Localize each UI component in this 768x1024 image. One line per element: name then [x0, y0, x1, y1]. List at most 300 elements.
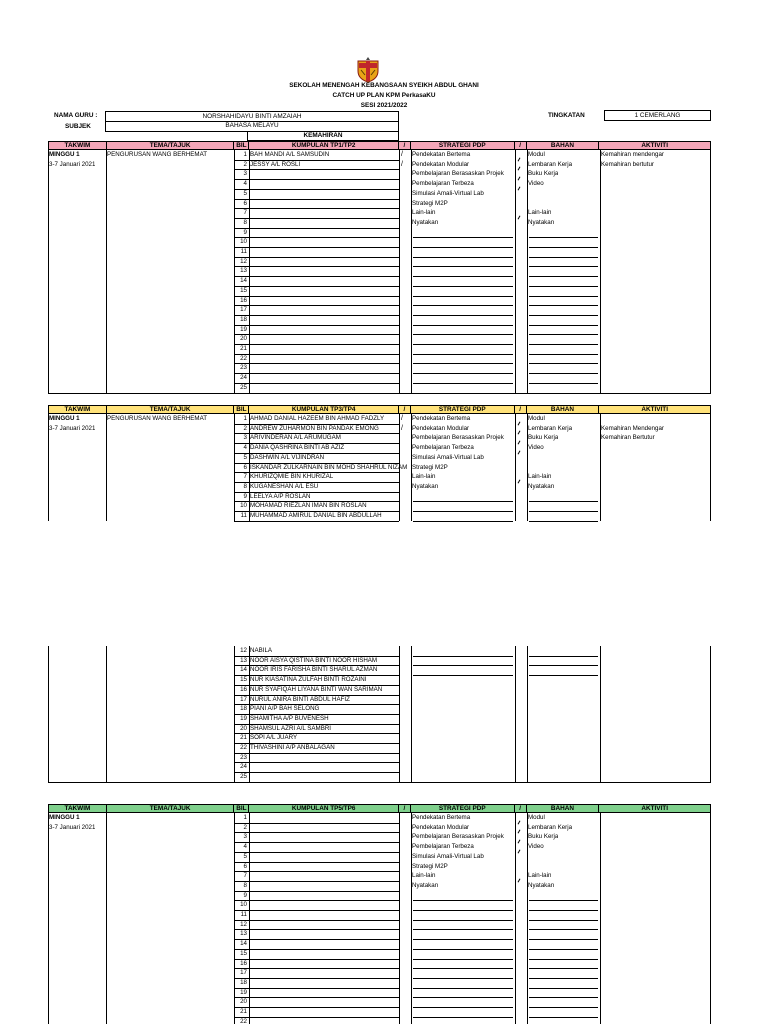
row-number: 2 — [243, 823, 247, 831]
row-line — [234, 772, 399, 773]
bahan-option[interactable]: Nyatakan — [528, 218, 555, 226]
strategi-option[interactable]: Strategi M2P — [412, 199, 448, 207]
column-line — [411, 646, 412, 782]
strategi-blank-line — [413, 900, 513, 901]
column-line — [48, 150, 49, 393]
strategi-blank-line — [413, 501, 513, 502]
bahan-option[interactable]: Modul — [528, 814, 545, 821]
bahan-option[interactable]: Nyatakan — [528, 482, 555, 490]
row-number: 11 — [240, 512, 247, 519]
row-line — [234, 305, 399, 306]
row-line — [234, 354, 399, 355]
row-number: 15 — [240, 286, 247, 294]
row-line — [234, 949, 399, 950]
column-line — [249, 813, 250, 1024]
row-number: 4 — [243, 444, 247, 452]
strategi-option[interactable]: Pembelajaran Berasaskan Projek — [412, 170, 504, 178]
aktiviti-item: Kemahiran mendengar — [601, 151, 664, 158]
row-number: 15 — [240, 676, 247, 684]
bahan-option[interactable]: Lain-lain — [528, 473, 552, 481]
section-header-row — [48, 141, 711, 150]
bahan-blank-line — [529, 988, 598, 989]
bahan-blank-line — [529, 383, 598, 384]
strategi-option[interactable]: Simulasi Amali-Virtual Lab — [412, 852, 484, 860]
plan-section-1 — [48, 141, 711, 396]
bahan-option[interactable]: Modul — [528, 151, 545, 158]
form-label: TINGKATAN — [548, 112, 585, 119]
bahan-blank-line — [529, 521, 598, 522]
row-line — [234, 286, 399, 287]
tema-tajuk: PENGURUSAN WANG BERHEMAT — [107, 151, 208, 158]
student-name[interactable]: NUR SYAFIQAH LIYANA BINTI WAN SARIMAN — [250, 685, 383, 693]
bahan-blank-line — [529, 968, 598, 969]
row-line — [234, 910, 399, 911]
bahan-blank-line — [529, 334, 598, 335]
row-number: 3 — [243, 833, 247, 841]
student-name[interactable]: KUGANESHAN A/L ESU — [250, 482, 319, 490]
strategi-option[interactable]: Pendekatan Modular — [412, 823, 470, 831]
header-bahan: BAHAN — [527, 406, 600, 413]
student-name[interactable]: PIANI A/P BAH SELONG — [250, 705, 320, 713]
row-line — [234, 247, 399, 248]
row-number: 2 — [243, 160, 247, 168]
section-header-row — [48, 405, 711, 414]
session-label: SESI 2021/2022 — [360, 102, 408, 109]
header-tick2: / — [515, 805, 527, 812]
checkmark: / — [401, 151, 403, 158]
row-number: 14 — [240, 666, 247, 674]
aktiviti-item: Kemahiran Bertutur — [601, 434, 655, 442]
strategi-option[interactable]: Nyatakan — [412, 218, 439, 226]
bahan-blank-line — [529, 900, 598, 901]
header-kumpulan: KUMPULAN TP3/TP4 — [249, 406, 399, 413]
row-number: 8 — [243, 482, 247, 490]
student-name[interactable]: DANIA QASHRINA BINTI AB AZIZ — [250, 444, 345, 452]
row-number: 13 — [240, 930, 247, 938]
row-number: 21 — [240, 345, 247, 352]
bahan-blank-line — [529, 978, 598, 979]
row-number: 16 — [240, 685, 247, 693]
row-number: 11 — [240, 248, 247, 255]
row-line — [234, 266, 399, 267]
student-name[interactable]: MUHAMMAD AMIRUL DANIAL BIN ABDULLAH — [250, 512, 382, 519]
row-number: 10 — [240, 901, 247, 909]
header-strategi: STRATEGI PDP — [411, 406, 515, 413]
row-number: 22 — [240, 744, 247, 751]
row-number: 4 — [243, 180, 247, 188]
row-line — [234, 189, 399, 190]
strategi-option[interactable]: Lain-lain — [412, 473, 436, 481]
strategi-option[interactable]: Pembelajaran Terbeza — [412, 444, 474, 452]
column-line — [515, 646, 516, 782]
column-line — [710, 813, 711, 1024]
row-number: 19 — [240, 714, 247, 722]
row-number: 16 — [240, 296, 247, 304]
row-number: 12 — [240, 647, 247, 654]
column-line — [106, 646, 107, 782]
bahan-blank-line — [529, 373, 598, 374]
strategi-blank-line — [413, 373, 513, 374]
strategi-blank-line — [413, 315, 513, 316]
column-line — [106, 813, 107, 1024]
row-number: 24 — [240, 374, 247, 382]
strategi-option[interactable]: Pendekatan Modular — [412, 424, 470, 432]
row-number: 7 — [243, 872, 247, 880]
row-line — [234, 276, 399, 277]
row-number: 17 — [240, 306, 247, 314]
row-number: 8 — [243, 218, 247, 226]
row-number: 16 — [240, 959, 247, 967]
bahan-blank-line — [529, 929, 598, 930]
bahan-option[interactable]: Nyatakan — [528, 881, 555, 889]
strategi-blank-line — [413, 978, 513, 979]
section-bottom-line — [48, 782, 711, 783]
skill-header — [247, 131, 399, 141]
strategi-blank-line — [413, 521, 513, 522]
row-line — [234, 344, 399, 345]
row-line — [234, 852, 399, 853]
bahan-blank-line — [529, 959, 598, 960]
student-name[interactable]: KHURIZQMIE BIN KHURIZAL — [250, 473, 334, 481]
row-number: 4 — [243, 843, 247, 851]
row-line — [234, 363, 399, 364]
column-line — [600, 646, 601, 782]
column-line — [106, 150, 107, 393]
row-line — [234, 978, 399, 979]
row-number: 25 — [240, 773, 247, 781]
header-tick1: / — [399, 406, 411, 413]
bahan-blank-line — [529, 257, 598, 258]
header-bahan: BAHAN — [527, 805, 600, 812]
row-line — [234, 383, 399, 384]
strategi-option[interactable]: Pembelajaran Berasaskan Projek — [412, 434, 504, 442]
bahan-option[interactable]: Video — [528, 843, 544, 851]
strategi-blank-line — [413, 276, 513, 277]
row-number: 23 — [240, 753, 247, 761]
row-line — [234, 753, 399, 754]
header-aktiviti: AKTIVITI — [641, 406, 668, 413]
header-bil: BIL — [234, 406, 249, 413]
strategi-option[interactable]: Simulasi Amali-Virtual Lab — [412, 189, 484, 197]
strategi-blank-line — [413, 237, 513, 238]
strategi-option[interactable]: Strategi M2P — [412, 862, 448, 870]
header-tick1: / — [399, 142, 411, 149]
strategi-blank-line — [413, 997, 513, 998]
header-takwim: TAKWIM — [49, 406, 107, 413]
bahan-option[interactable]: Buku Kerja — [528, 833, 559, 841]
student-name[interactable]: NUR KIASATINA ZULFAH BINTI ROZAINI — [250, 676, 367, 684]
tema-tajuk: PENGURUSAN WANG BERHEMAT — [107, 415, 208, 422]
strategi-blank-line — [413, 511, 513, 512]
bahan-option[interactable]: Lembaran Kerja — [528, 160, 573, 168]
strategi-option[interactable]: Pendekatan Bertema — [412, 415, 471, 422]
header-tema: TEMA/TAJUK — [107, 142, 235, 149]
row-line — [234, 762, 399, 763]
row-number: 5 — [243, 852, 247, 860]
strategi-blank-line — [413, 266, 513, 267]
column-line — [48, 646, 49, 782]
strategi-blank-line — [413, 247, 513, 248]
student-name[interactable]: SHAMSUL AZRI A/L SAMBRI — [250, 724, 332, 732]
bahan-blank-line — [529, 344, 598, 345]
strategi-blank-line — [413, 1017, 513, 1018]
student-name[interactable]: SHAMITHA A/P BUVENESH — [250, 714, 329, 722]
header-tema: TEMA/TAJUK — [107, 805, 235, 812]
strategi-option[interactable]: Pendekatan Modular — [412, 160, 470, 168]
form-value: 1 CEMERLANG — [634, 112, 681, 119]
student-name[interactable]: NABILA — [250, 647, 273, 654]
row-number: 11 — [240, 911, 247, 918]
student-name[interactable]: SOPI A/L JUARY — [250, 734, 298, 742]
row-number: 18 — [240, 978, 247, 986]
student-name[interactable]: ARIVINDERAN A/L ARUMUGAM — [250, 434, 341, 442]
strategi-option[interactable]: Pembelajaran Berasaskan Projek — [412, 833, 504, 841]
row-line — [234, 257, 399, 258]
strategi-blank-line — [413, 939, 513, 940]
student-name[interactable]: NOOR AISYA QISTINA BINTI NOOR HISHAM — [250, 656, 378, 664]
column-line — [710, 150, 711, 393]
column-line — [106, 414, 107, 521]
strategi-blank-line — [413, 334, 513, 335]
bahan-blank-line — [529, 305, 598, 306]
column-line — [710, 646, 711, 782]
row-number: 19 — [240, 988, 247, 996]
row-number: 1 — [243, 415, 247, 422]
bahan-blank-line — [529, 276, 598, 277]
row-line — [234, 373, 399, 374]
row-line — [234, 988, 399, 989]
student-name[interactable]: DASHWIN A/L VIJINDRAN — [250, 453, 325, 461]
row-number: 10 — [240, 502, 247, 510]
header-strategi: STRATEGI PDP — [411, 142, 515, 149]
bahan-option[interactable]: Modul — [528, 415, 545, 422]
header-tick1: / — [399, 805, 411, 812]
row-line — [234, 842, 399, 843]
student-name[interactable]: JESSY A/L ROSLI — [250, 160, 301, 168]
row-line — [234, 997, 399, 998]
bahan-blank-line — [529, 266, 598, 267]
header-bil: BIL — [234, 805, 249, 812]
takwim-date: 3-7 Januari 2021 — [49, 424, 96, 432]
row-line — [234, 237, 399, 238]
bahan-option[interactable]: Lembaran Kerja — [528, 424, 573, 432]
row-number: 24 — [240, 763, 247, 771]
bahan-blank-line — [529, 511, 598, 512]
bahan-option[interactable]: Buku Kerja — [528, 170, 559, 178]
student-name[interactable]: AHMAD DANIAL HAZEEM BIN AHMAD FADZLY — [250, 415, 385, 422]
header-tema: TEMA/TAJUK — [107, 406, 235, 413]
aktiviti-item: Kemahiran bertutur — [601, 160, 654, 168]
row-number: 25 — [240, 383, 247, 391]
teacher-label: NAMA GURU : — [54, 112, 98, 119]
row-line — [234, 832, 399, 833]
strategi-option[interactable]: Pembelajaran Terbeza — [412, 843, 474, 851]
bahan-blank-line — [529, 363, 598, 364]
header-kumpulan: KUMPULAN TP5/TP6 — [249, 805, 399, 812]
column-line — [399, 150, 400, 393]
bahan-option[interactable]: Lembaran Kerja — [528, 823, 573, 831]
student-name[interactable]: NURUL ANIRA BINTI ABDUL HAFIZ — [250, 695, 350, 703]
skill-label: KEMAHIRAN — [303, 132, 343, 139]
section-header-row — [48, 804, 711, 813]
strategi-blank-line — [413, 257, 513, 258]
row-number: 18 — [240, 705, 247, 713]
strategi-blank-line — [413, 383, 513, 384]
bahan-option[interactable]: Video — [528, 180, 544, 188]
bahan-blank-line — [529, 296, 598, 297]
bahan-blank-line — [529, 315, 598, 316]
header-kumpulan: KUMPULAN TP1/TP2 — [249, 142, 399, 149]
row-line — [234, 199, 399, 200]
aktiviti-item: Kemahiran Mendengar — [601, 424, 664, 432]
row-number: 3 — [243, 170, 247, 178]
row-line — [234, 920, 399, 921]
row-number: 9 — [243, 492, 247, 500]
row-line — [234, 959, 399, 960]
bahan-blank-line — [529, 920, 598, 921]
strategi-blank-line — [413, 325, 513, 326]
row-number: 1 — [243, 151, 247, 158]
bahan-blank-line — [529, 675, 598, 676]
row-line — [234, 1017, 399, 1018]
row-line — [234, 325, 399, 326]
takwim-date: 3-7 Januari 2021 — [49, 823, 96, 831]
student-name[interactable]: THIVASHINI A/P ANBALAGAN — [250, 744, 335, 751]
column-line — [399, 813, 400, 1024]
row-line — [234, 521, 399, 522]
strategi-blank-line — [413, 363, 513, 364]
row-line — [234, 334, 399, 335]
bahan-blank-line — [529, 1007, 598, 1008]
subject-label: SUBJEK — [65, 123, 91, 130]
row-number: 21 — [240, 734, 247, 742]
strategi-blank-line — [413, 675, 513, 676]
row-number: 1 — [243, 814, 247, 821]
row-line — [234, 881, 399, 882]
student-name[interactable]: NOOR IRIS FARISHA BINTI SHARUL AZMAN — [250, 666, 378, 674]
strategi-blank-line — [413, 296, 513, 297]
row-number: 23 — [240, 364, 247, 372]
section-bottom-line — [48, 393, 711, 394]
bahan-option[interactable]: Lain-lain — [528, 209, 552, 217]
student-name[interactable]: BAH MANDI A/L SAMSUDIN — [250, 151, 330, 158]
row-number: 3 — [243, 434, 247, 442]
strategi-option[interactable]: Strategi M2P — [412, 463, 448, 471]
strategi-option[interactable]: Pendekatan Bertema — [412, 151, 471, 158]
takwim-week: MINGGU 1 — [49, 151, 80, 158]
header-takwim: TAKWIM — [49, 142, 107, 149]
row-line — [234, 208, 399, 209]
bahan-blank-line — [529, 939, 598, 940]
takwim-week: MINGGU 1 — [49, 814, 80, 821]
strategi-option[interactable]: Nyatakan — [412, 482, 439, 490]
bahan-blank-line — [529, 286, 598, 287]
row-line — [234, 823, 399, 824]
bahan-option[interactable]: Video — [528, 444, 544, 452]
row-number: 17 — [240, 695, 247, 703]
student-name[interactable]: ANDREW ZUHARMON BIN PANDAK EMONG — [250, 424, 379, 432]
row-line — [234, 929, 399, 930]
takwim-date: 3-7 Januari 2021 — [49, 160, 96, 168]
school-name: SEKOLAH MENENGAH KEBANGSAAN SYEIKH ABDUL GHANI — [289, 82, 479, 89]
strategi-blank-line — [413, 344, 513, 345]
strategi-blank-line — [413, 949, 513, 950]
bahan-blank-line — [529, 1017, 598, 1018]
row-line — [234, 862, 399, 863]
row-line — [234, 871, 399, 872]
bahan-option[interactable]: Lain-lain — [528, 872, 552, 880]
strategi-option[interactable]: Nyatakan — [412, 881, 439, 889]
row-line — [234, 968, 399, 969]
row-number: 5 — [243, 189, 247, 197]
student-name[interactable]: LEELYA A/P ROSLAN — [250, 492, 311, 500]
strategi-blank-line — [413, 910, 513, 911]
strategi-option[interactable]: Simulasi Amali-Virtual Lab — [412, 453, 484, 461]
row-line — [234, 169, 399, 170]
plan-section-2 — [48, 405, 711, 524]
row-number: 10 — [240, 238, 247, 246]
column-line — [600, 150, 601, 393]
row-number: 20 — [240, 335, 247, 343]
strategi-option[interactable]: Pendekatan Bertema — [412, 814, 471, 821]
header-bahan: BAHAN — [527, 142, 600, 149]
student-name[interactable]: MOHAMAD RIEZLAN IMAN BIN ROSLAN — [250, 502, 367, 510]
column-line — [48, 813, 49, 1024]
row-number: 14 — [240, 940, 247, 948]
header-aktiviti: AKTIVITI — [641, 805, 668, 812]
strategi-blank-line — [413, 286, 513, 287]
row-number: 9 — [243, 228, 247, 236]
form-field[interactable] — [604, 110, 711, 121]
strategi-option[interactable]: Lain-lain — [412, 872, 436, 880]
strategi-blank-line — [413, 665, 513, 666]
column-line — [710, 414, 711, 521]
row-line — [234, 315, 399, 316]
row-number: 12 — [240, 257, 247, 265]
strategi-option[interactable]: Lain-lain — [412, 209, 436, 217]
row-number: 20 — [240, 724, 247, 732]
row-line — [234, 891, 399, 892]
row-number: 15 — [240, 949, 247, 957]
strategi-option[interactable]: Pembelajaran Terbeza — [412, 180, 474, 188]
row-number: 6 — [243, 199, 247, 207]
student-name[interactable]: ISKANDAR ZULKARNAIN BIN MOHD SHAHRUL NIZAM — [250, 463, 408, 471]
bahan-blank-line — [529, 501, 598, 502]
row-number: 14 — [240, 277, 247, 285]
checkmark: / — [401, 415, 403, 422]
checkmark: / — [401, 160, 403, 168]
header-takwim: TAKWIM — [49, 805, 107, 812]
row-number: 18 — [240, 315, 247, 323]
bahan-blank-line — [529, 354, 598, 355]
bahan-blank-line — [529, 237, 598, 238]
strategi-blank-line — [413, 656, 513, 657]
row-number: 13 — [240, 656, 247, 664]
row-number: 6 — [243, 463, 247, 471]
teacher-value: NORSHAHIDAYU BINTI AMZAIAH — [202, 113, 302, 120]
header-tick2: / — [515, 406, 527, 413]
header-tick2: / — [515, 142, 527, 149]
column-line — [600, 813, 601, 1024]
bahan-blank-line — [529, 247, 598, 248]
row-number: 12 — [240, 920, 247, 928]
bahan-option[interactable]: Buku Kerja — [528, 434, 559, 442]
header-bil: BIL — [234, 142, 249, 149]
row-number: 21 — [240, 1008, 247, 1015]
row-number: 8 — [243, 881, 247, 889]
row-line — [234, 228, 399, 229]
bahan-blank-line — [529, 665, 598, 666]
